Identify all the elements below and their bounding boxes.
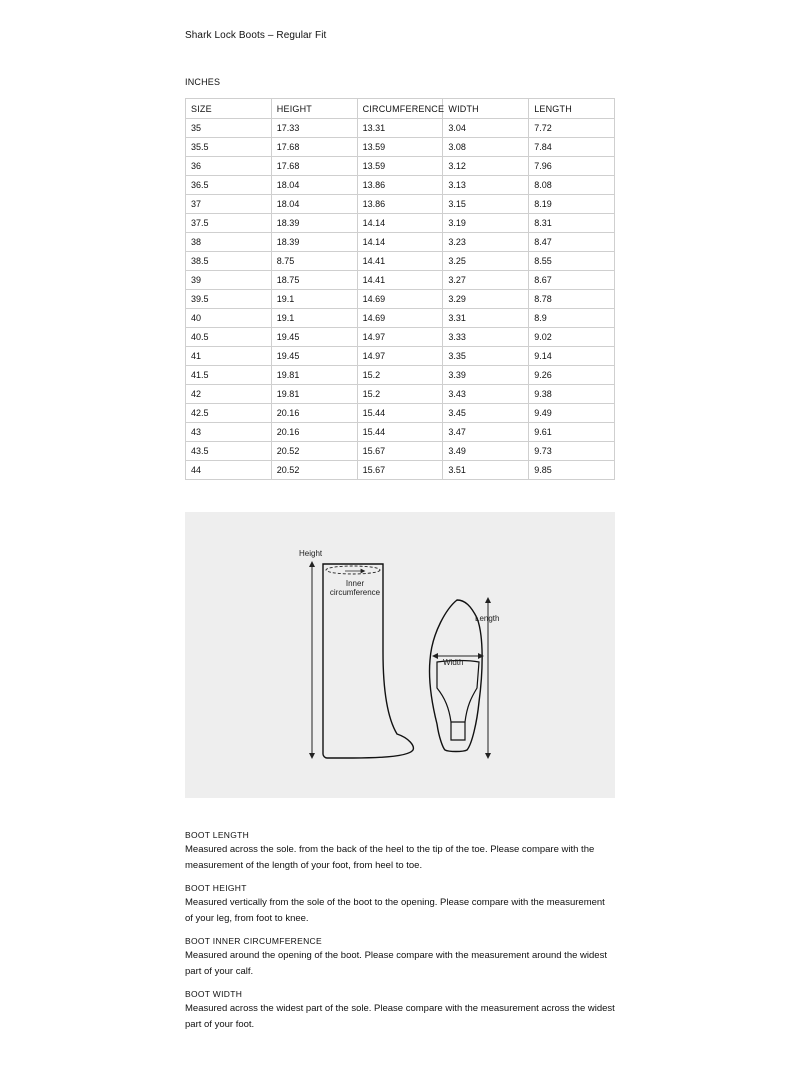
table-cell-height: 19.81 bbox=[271, 385, 357, 404]
measurement-definitions bbox=[185, 828, 615, 1040]
table-cell-length: 9.38 bbox=[529, 385, 615, 404]
table-row bbox=[186, 347, 615, 366]
table-cell-width: 3.23 bbox=[443, 233, 529, 252]
heel-outline bbox=[451, 722, 465, 740]
page-title: Shark Lock Boots – Regular Fit bbox=[185, 30, 327, 41]
inner-label-line2: circumference bbox=[329, 588, 381, 597]
sole-inner-outline bbox=[437, 661, 479, 723]
size-chart-table bbox=[185, 98, 615, 480]
table-row bbox=[186, 309, 615, 328]
definition-title: BOOT HEIGHT bbox=[185, 883, 247, 893]
table-cell-circumference: 13.59 bbox=[357, 138, 443, 157]
table-cell-length: 9.73 bbox=[529, 442, 615, 461]
table-row bbox=[186, 423, 615, 442]
table-cell-width: 3.27 bbox=[443, 271, 529, 290]
table-cell-length: 8.9 bbox=[529, 309, 615, 328]
definition-boot-inner-circumference bbox=[185, 934, 615, 979]
table-cell-height: 20.16 bbox=[271, 404, 357, 423]
table-row bbox=[186, 214, 615, 233]
height-label: Height bbox=[299, 549, 323, 558]
column-header-circumference: CIRCUMFERENCE bbox=[357, 99, 443, 119]
table-cell-height: 20.52 bbox=[271, 461, 357, 480]
table-row bbox=[186, 157, 615, 176]
table-cell-height: 19.45 bbox=[271, 328, 357, 347]
table-row bbox=[186, 366, 615, 385]
circumference-dashes bbox=[326, 566, 380, 574]
table-cell-width: 3.51 bbox=[443, 461, 529, 480]
unit-label: INCHES bbox=[185, 77, 221, 87]
table-cell-size: 42.5 bbox=[186, 404, 272, 423]
table-cell-width: 3.08 bbox=[443, 138, 529, 157]
table-cell-circumference: 13.86 bbox=[357, 195, 443, 214]
table-row bbox=[186, 233, 615, 252]
definition-title: BOOT LENGTH bbox=[185, 830, 250, 840]
table-cell-width: 3.12 bbox=[443, 157, 529, 176]
table-cell-width: 3.25 bbox=[443, 252, 529, 271]
table-cell-length: 8.19 bbox=[529, 195, 615, 214]
table-cell-width: 3.19 bbox=[443, 214, 529, 233]
table-row bbox=[186, 119, 615, 138]
table-cell-length: 9.14 bbox=[529, 347, 615, 366]
table-cell-width: 3.04 bbox=[443, 119, 529, 138]
table-cell-circumference: 15.2 bbox=[357, 385, 443, 404]
column-header-height: HEIGHT bbox=[271, 99, 357, 119]
definition-title: BOOT INNER CIRCUMFERENCE bbox=[185, 936, 322, 946]
table-row bbox=[186, 385, 615, 404]
measurement-diagram bbox=[185, 512, 615, 798]
table-cell-height: 20.16 bbox=[271, 423, 357, 442]
table-cell-circumference: 13.86 bbox=[357, 176, 443, 195]
table-row bbox=[186, 195, 615, 214]
table-cell-circumference: 15.2 bbox=[357, 366, 443, 385]
definition-text: Measured around the opening of the boot. Please compare with the measurement around the widest part of your calf. bbox=[185, 950, 607, 977]
table-cell-size: 39.5 bbox=[186, 290, 272, 309]
width-label: Width bbox=[443, 658, 464, 667]
definition-text: Measured across the widest part of the sole. Please compare with the measurement across the widest part of your foot. bbox=[185, 1003, 615, 1030]
table-cell-size: 43.5 bbox=[186, 442, 272, 461]
inner-circumference-label bbox=[323, 579, 387, 597]
definition-title: BOOT WIDTH bbox=[185, 989, 243, 999]
table-cell-circumference: 13.59 bbox=[357, 157, 443, 176]
table-row bbox=[186, 176, 615, 195]
definition-text: Measured vertically from the sole of the boot to the opening. Please compare with the measurement of your leg, from foot to knee. bbox=[185, 897, 605, 924]
table-row bbox=[186, 252, 615, 271]
table-cell-size: 43 bbox=[186, 423, 272, 442]
table-row bbox=[186, 290, 615, 309]
table-row bbox=[186, 461, 615, 480]
table-cell-height: 18.75 bbox=[271, 271, 357, 290]
table-cell-width: 3.33 bbox=[443, 328, 529, 347]
table-cell-size: 39 bbox=[186, 271, 272, 290]
table-body bbox=[186, 119, 615, 480]
table-cell-size: 40 bbox=[186, 309, 272, 328]
table-cell-circumference: 14.69 bbox=[357, 309, 443, 328]
table-cell-width: 3.47 bbox=[443, 423, 529, 442]
length-label: Length bbox=[475, 614, 500, 623]
table-cell-size: 42 bbox=[186, 385, 272, 404]
table-cell-circumference: 14.97 bbox=[357, 328, 443, 347]
table-cell-size: 35 bbox=[186, 119, 272, 138]
table-cell-size: 36 bbox=[186, 157, 272, 176]
table-cell-circumference: 15.44 bbox=[357, 423, 443, 442]
table-cell-circumference: 15.67 bbox=[357, 461, 443, 480]
table-cell-height: 18.04 bbox=[271, 195, 357, 214]
table-cell-width: 3.43 bbox=[443, 385, 529, 404]
table-cell-width: 3.39 bbox=[443, 366, 529, 385]
table-cell-height: 19.1 bbox=[271, 309, 357, 328]
table-cell-circumference: 14.14 bbox=[357, 214, 443, 233]
table-cell-width: 3.15 bbox=[443, 195, 529, 214]
table-cell-circumference: 15.44 bbox=[357, 404, 443, 423]
table-cell-size: 38.5 bbox=[186, 252, 272, 271]
definition-boot-width bbox=[185, 987, 615, 1032]
table-cell-length: 7.84 bbox=[529, 138, 615, 157]
table-cell-height: 20.52 bbox=[271, 442, 357, 461]
table-cell-circumference: 13.31 bbox=[357, 119, 443, 138]
column-header-length: LENGTH bbox=[529, 99, 615, 119]
header-row bbox=[186, 99, 615, 119]
table-cell-length: 8.31 bbox=[529, 214, 615, 233]
table-cell-width: 3.45 bbox=[443, 404, 529, 423]
table-cell-width: 3.49 bbox=[443, 442, 529, 461]
table-cell-height: 18.39 bbox=[271, 214, 357, 233]
table-cell-length: 8.67 bbox=[529, 271, 615, 290]
table-cell-length: 9.26 bbox=[529, 366, 615, 385]
table-cell-size: 41 bbox=[186, 347, 272, 366]
column-header-width: WIDTH bbox=[443, 99, 529, 119]
inner-label-line1: Inner bbox=[345, 579, 365, 588]
table-cell-length: 9.02 bbox=[529, 328, 615, 347]
column-header-size: SIZE bbox=[186, 99, 272, 119]
table-cell-circumference: 15.67 bbox=[357, 442, 443, 461]
table-cell-height: 17.68 bbox=[271, 157, 357, 176]
table-cell-size: 38 bbox=[186, 233, 272, 252]
table-cell-length: 8.47 bbox=[529, 233, 615, 252]
table-cell-size: 35.5 bbox=[186, 138, 272, 157]
boot-illustration bbox=[185, 512, 615, 798]
table-cell-size: 40.5 bbox=[186, 328, 272, 347]
table-cell-size: 44 bbox=[186, 461, 272, 480]
table-cell-height: 18.04 bbox=[271, 176, 357, 195]
table-cell-height: 17.68 bbox=[271, 138, 357, 157]
table-cell-length: 8.55 bbox=[529, 252, 615, 271]
table-cell-width: 3.29 bbox=[443, 290, 529, 309]
table-cell-circumference: 14.41 bbox=[357, 252, 443, 271]
table-cell-height: 19.45 bbox=[271, 347, 357, 366]
table-row bbox=[186, 442, 615, 461]
table-cell-length: 9.49 bbox=[529, 404, 615, 423]
table-cell-width: 3.31 bbox=[443, 309, 529, 328]
table-cell-height: 18.39 bbox=[271, 233, 357, 252]
table-cell-height: 19.81 bbox=[271, 366, 357, 385]
table-row bbox=[186, 328, 615, 347]
table-cell-length: 7.72 bbox=[529, 119, 615, 138]
definition-boot-height bbox=[185, 881, 615, 926]
table-cell-circumference: 14.41 bbox=[357, 271, 443, 290]
table-cell-size: 36.5 bbox=[186, 176, 272, 195]
table-row bbox=[186, 404, 615, 423]
table-header bbox=[186, 99, 615, 119]
table-row bbox=[186, 271, 615, 290]
table-cell-circumference: 14.97 bbox=[357, 347, 443, 366]
table-cell-length: 7.96 bbox=[529, 157, 615, 176]
table-cell-circumference: 14.14 bbox=[357, 233, 443, 252]
table-cell-width: 3.13 bbox=[443, 176, 529, 195]
table-cell-circumference: 14.69 bbox=[357, 290, 443, 309]
definition-text: Measured across the sole. from the back of the heel to the tip of the toe. Please compare with the measurement of the length of your foot, from heel to toe. bbox=[185, 844, 595, 871]
table-cell-size: 37 bbox=[186, 195, 272, 214]
definition-boot-length bbox=[185, 828, 615, 873]
table-row bbox=[186, 138, 615, 157]
table-cell-length: 8.78 bbox=[529, 290, 615, 309]
table-cell-size: 41.5 bbox=[186, 366, 272, 385]
table-cell-size: 37.5 bbox=[186, 214, 272, 233]
table-cell-length: 9.61 bbox=[529, 423, 615, 442]
table-cell-length: 8.08 bbox=[529, 176, 615, 195]
table-cell-height: 17.33 bbox=[271, 119, 357, 138]
table-cell-height: 8.75 bbox=[271, 252, 357, 271]
table-cell-length: 9.85 bbox=[529, 461, 615, 480]
table-cell-width: 3.35 bbox=[443, 347, 529, 366]
table-cell-height: 19.1 bbox=[271, 290, 357, 309]
